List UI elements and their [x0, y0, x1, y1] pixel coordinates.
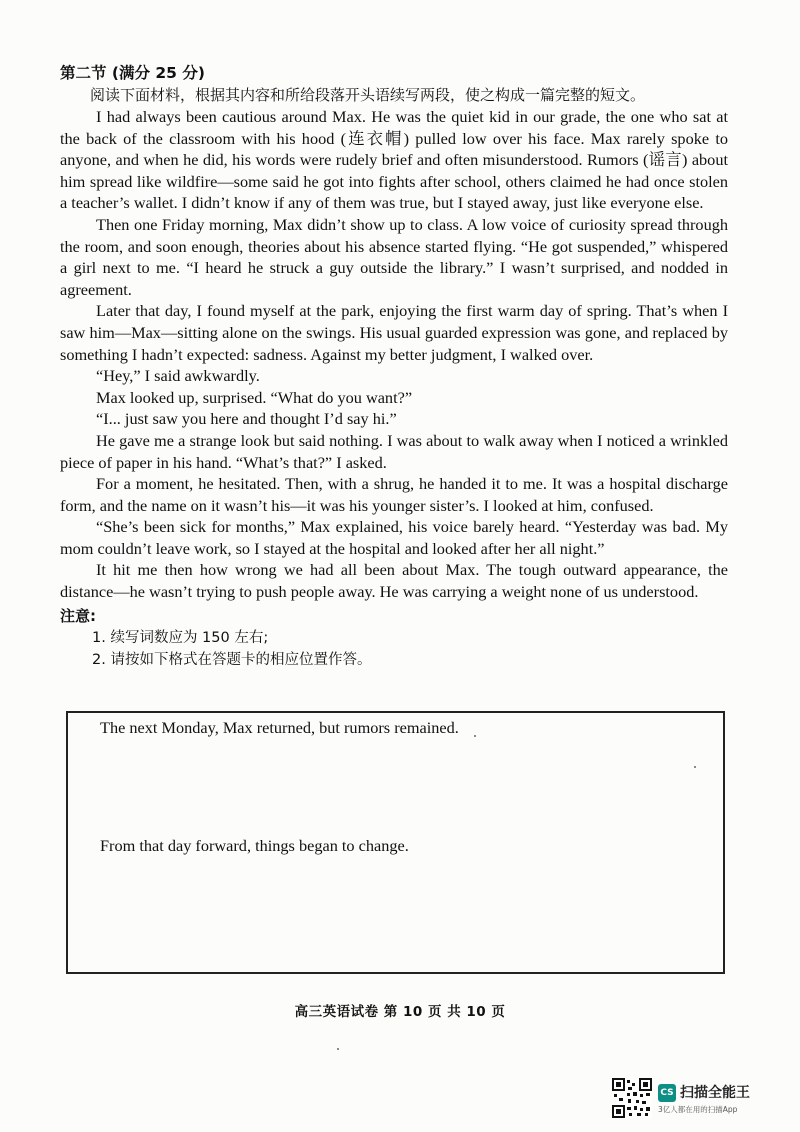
notes-title: 注意: — [60, 606, 96, 625]
scan-speck — [337, 1048, 339, 1050]
passage-paragraph: I had always been cautious around Max. He was the quiet kid in our grade, the one who sat at the back of the classroom with his hood (连衣帽) pulled low over his face. Max rarely spoke to anyone, and when he did, his words were rudely brief and often misunderstood. Rumors (谣言) about him spread like wildfire—some said he got into fights after school, others claimed he had once stolen a teacher’s wallet. I didn’t know if any of them was true, but I stayed away, just like everyone else. — [60, 107, 728, 213]
scan-speck — [694, 766, 696, 768]
passage-paragraph: Max looked up, surprised. “What do you want?” — [96, 387, 413, 407]
watermark-brand: 扫描全能王 — [680, 1085, 750, 1101]
answer-box — [66, 711, 725, 974]
section-instruction: 阅读下面材料，根据其内容和所给段落开头语续写两段，使之构成一篇完整的短文。 — [90, 86, 646, 104]
passage-paragraph: He gave me a strange look but said nothing. I was about to walk away when I noticed a wrinkled piece of paper in his hand. “What’s that?” I asked. — [60, 430, 728, 472]
passage-paragraph: “Hey,” I said awkwardly. — [96, 366, 260, 386]
note-item: 2. 请按如下格式在答题卡的相应位置作答。 — [92, 651, 372, 668]
reading-passage — [60, 106, 728, 603]
camscanner-logo-icon: CS — [658, 1084, 676, 1102]
qr-code-icon — [612, 1078, 652, 1118]
scanner-watermark — [612, 1078, 778, 1118]
watermark-tagline: 3亿人都在用的扫描App — [658, 1105, 738, 1114]
continuation-opening-1: The next Monday, Max returned, but rumors remained. — [100, 718, 459, 737]
passage-paragraph: Later that day, I found myself at the park, enjoying the first warm day of spring. That’s when I saw him—Max—sitting alone on the swings. His usual guarded expression was gone, and replaced by something I hadn’t expected: sadness. Against my better judgment, I walked over. — [60, 301, 728, 364]
page-footer: 高三英语试卷 第 10 页 共 10 页 — [294, 1004, 506, 1020]
passage-paragraph: It hit me then how wrong we had all been about Max. The tough outward appearance, the distance—he wasn’t trying to push people away. He was carrying a weight none of us understood. — [60, 560, 728, 602]
passage-paragraph: “I... just saw you here and thought I’d say hi.” — [96, 409, 397, 429]
section-title: 第二节 (满分 25 分) — [60, 64, 205, 82]
continuation-opening-2: From that day forward, things began to change. — [100, 836, 409, 855]
page-content — [60, 62, 728, 671]
passage-paragraph: “She’s been sick for months,” Max explained, his voice barely heard. “Yesterday was bad. My mom couldn’t leave work, so I stayed at the hospital and looked after her all night.” — [60, 517, 728, 558]
passage-paragraph: For a moment, he hesitated. Then, with a shrug, he handed it to me. It was a hospital discharge form, and the name on it wasn’t his—it was his younger sister’s. I looked at him, confused. — [60, 474, 728, 515]
note-item: 1. 续写词数应为 150 左右; — [92, 629, 269, 646]
passage-paragraph: Then one Friday morning, Max didn’t show up to class. A low voice of curiosity spread through the room, and soon enough, theories about his absence started flying. “He got suspended,” whispered a girl next to me. “I heard he struck a guy outside the library.” I wasn’t surprised, and nodded in agreement. — [60, 214, 728, 299]
scan-speck — [474, 735, 476, 737]
